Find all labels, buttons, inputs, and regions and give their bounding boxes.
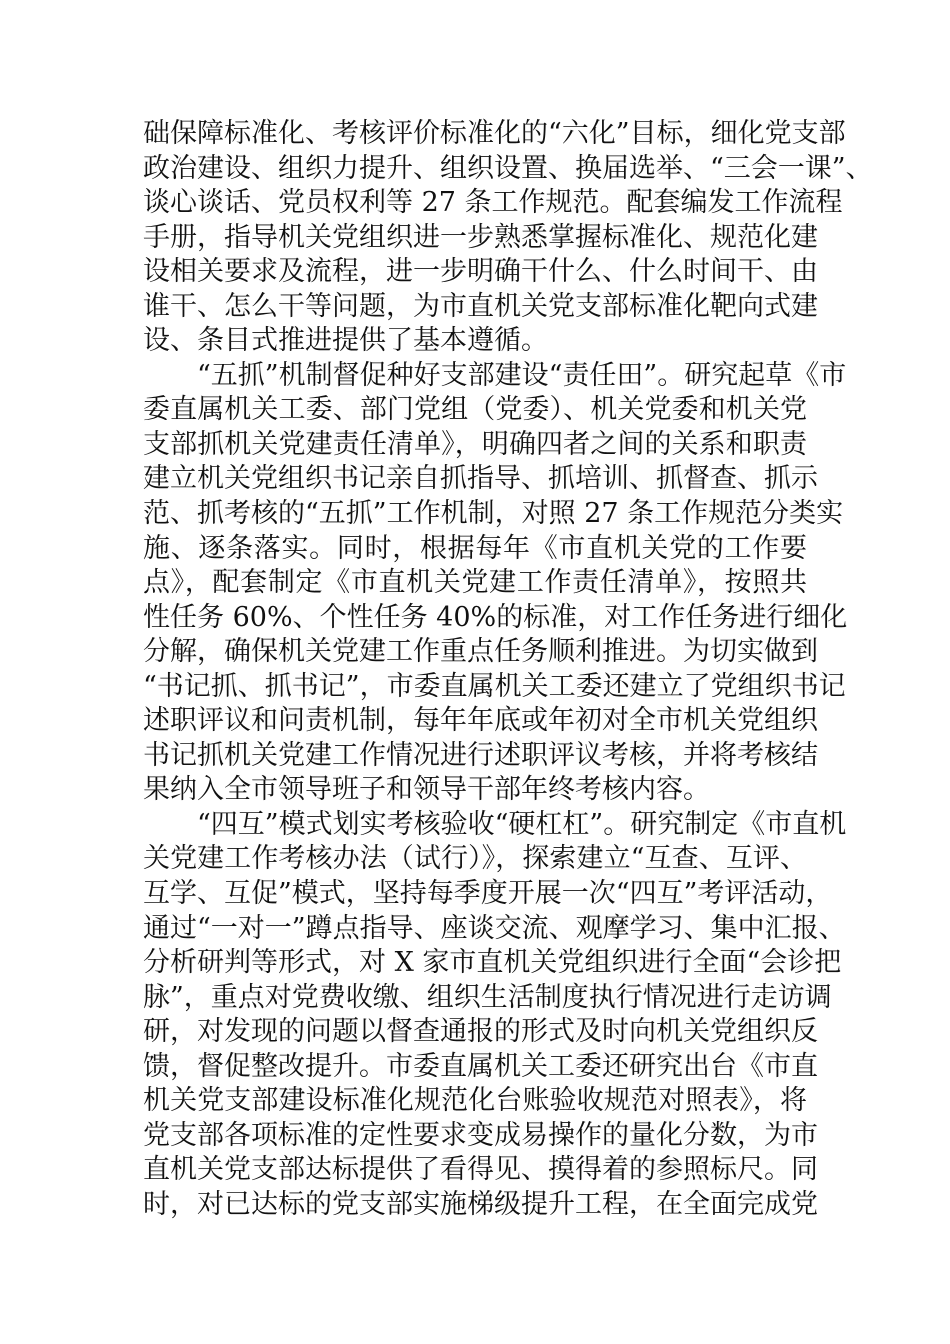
text-line: 述职评议和问责机制，每年年底或年初对全市机关党组织 (143, 705, 818, 737)
text-line: 委直属机关工委、部门党组（党委）、机关党委和机关党 (143, 394, 807, 426)
text-line: 关党建工作考核办法（试行）》，探索建立“互查、互评、 (143, 843, 807, 875)
document-page (143, 117, 873, 1223)
text-line: “书记抓、抓书记”，市委直属机关工委还建立了党组织书记 (143, 670, 846, 702)
text-line: 通过“一对一”蹲点指导、座谈交流、观摩学习、集中汇报、 (143, 912, 846, 944)
text-line: 建立机关党组织书记亲自抓指导、抓培训、抓督查、抓示 (143, 463, 818, 495)
text-line: 机关党支部建设标准化规范化台账验收规范对照表》，将 (143, 1085, 807, 1117)
text-line: 谈心谈话、党员权利等 27 条工作规范。配套编发工作流程 (143, 187, 843, 219)
text-line: 分析研判等形式，对 X 家市直机关党组织进行全面“会诊把 (143, 947, 842, 979)
text-line: 脉”，重点对党费收缴、组织生活制度执行情况进行走访调 (143, 981, 832, 1013)
text-line: 点》，配套制定《市直机关党建工作责任清单》，按照共 (143, 567, 807, 599)
text-line: 施、逐条落实。同时，根据每年《市直机关党的工作要 (143, 532, 807, 564)
text-line: 谁干、怎么干等问题，为市直机关党支部标准化靶向式建 (143, 290, 818, 322)
text-line: 范、抓考核的“五抓”工作机制，对照 27 条工作规范分类实 (143, 498, 844, 530)
text-line: 书记抓机关党建工作情况进行述职评议考核，并将考核结 (143, 739, 818, 771)
text-line: 政治建设、组织力提升、组织设置、换届选举、“三会一课”、 (143, 152, 873, 184)
text-line: 研，对发现的问题以督查通报的形式及时向机关党组织反 (143, 1016, 818, 1048)
text-line: 馈，督促整改提升。市委直属机关工委还研究出台《市直 (143, 1050, 818, 1082)
text-line: 互学、互促”模式，坚持每季度开展一次“四互”考评活动， (143, 878, 833, 910)
text-line: 设相关要求及流程，进一步明确干什么、什么时间干、由 (143, 256, 818, 288)
text-line: 性任务 60%、个性任务 40%的标准，对工作任务进行细化 (143, 601, 848, 633)
text-line: 分解，确保机关党建工作重点任务顺利推进。为切实做到 (143, 636, 818, 668)
paragraph-3 (143, 808, 847, 1223)
paragraph-heading-line: “四互”模式划实考核验收“硬杠杠”。研究制定《市直机 (197, 808, 847, 840)
text-line: 果纳入全市领导班子和领导干部年终考核内容。 (143, 774, 710, 806)
text-line: 手册，指导机关党组织进一步熟悉掌握标准化、规范化建 (143, 221, 818, 253)
text-line: 支部抓机关党建责任清单》，明确四者之间的关系和职责 (143, 428, 807, 460)
text-line: 设、条目式推进提供了基本遵循。 (143, 325, 548, 357)
paragraph-2 (143, 359, 848, 808)
text-line: 础保障标准化、考核评价标准化的“六化”目标，细化党支部 (143, 118, 846, 149)
paragraph-heading-line: “五抓”机制督促种好支部建设“责任田”。研究起草《市 (197, 359, 847, 391)
text-line: 党支部各项标准的定性要求变成易操作的量化分数，为市 (143, 1119, 818, 1151)
paragraph-1 (143, 117, 873, 359)
text-line: 直机关党支部达标提供了看得见、摸得着的参照标尺。同 (143, 1154, 818, 1186)
text-line: 时，对已达标的党支部实施梯级提升工程，在全面完成党 (143, 1188, 818, 1220)
